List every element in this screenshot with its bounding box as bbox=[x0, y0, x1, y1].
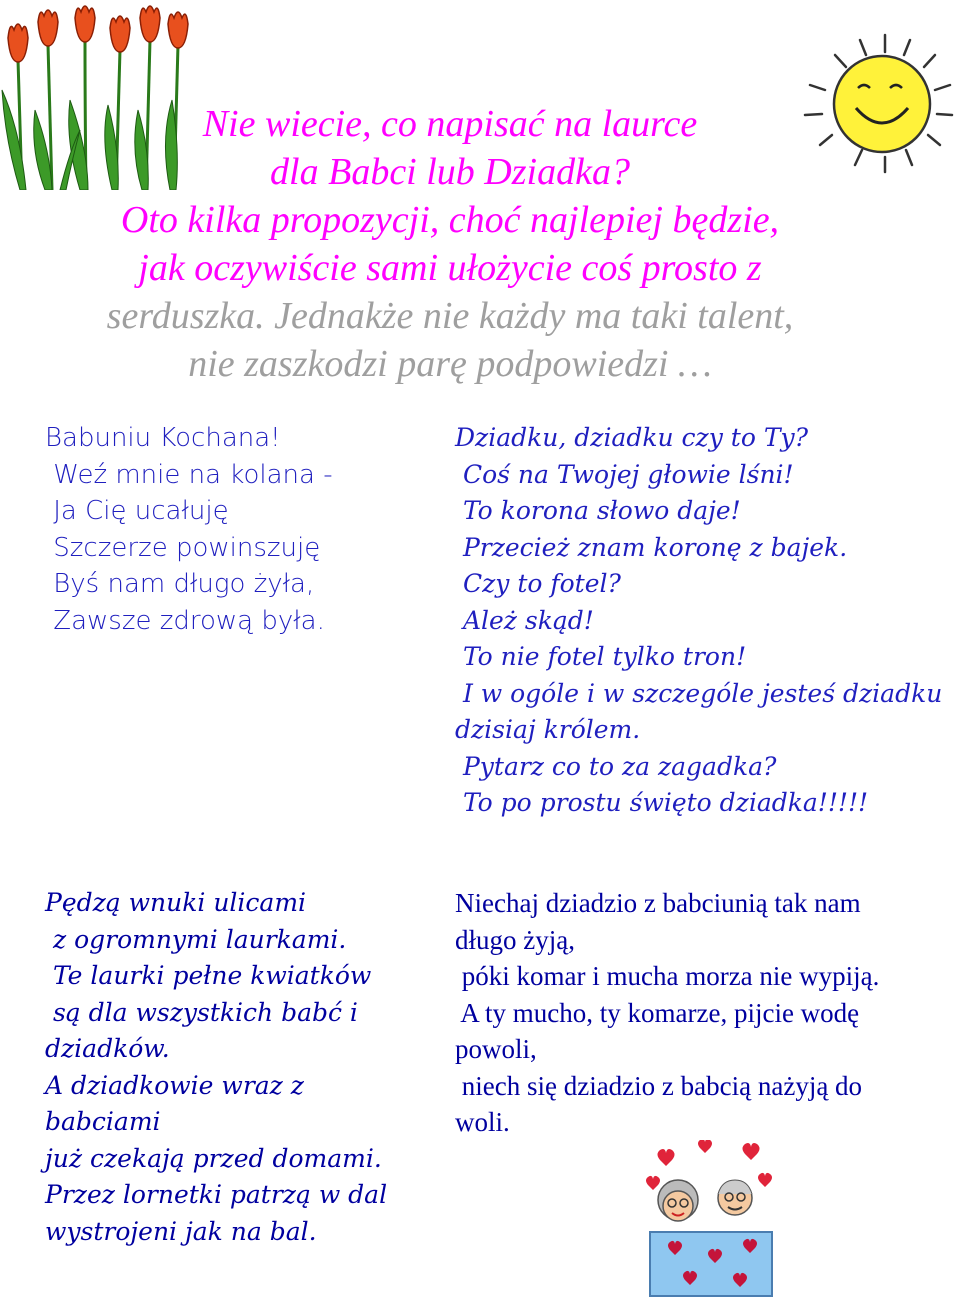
poem-line: wystrojeni jak na bal. bbox=[45, 1216, 317, 1246]
poem-line: Dziadku, dziadku czy to Ty? bbox=[455, 423, 809, 452]
poem-line: Ależ skąd! bbox=[455, 605, 594, 635]
poem-line: To nie fotel tylko tron! bbox=[455, 642, 747, 671]
grandparents-illustration bbox=[640, 1140, 780, 1300]
poem-line: już czekają przed domami. bbox=[45, 1143, 382, 1173]
poem-line: woli. bbox=[455, 1107, 510, 1137]
poem-dziadek bbox=[455, 420, 942, 822]
poem-line: Przecież znam koronę z bajek. bbox=[455, 532, 848, 562]
poem-babcia bbox=[45, 420, 333, 639]
poem-line: Byś nam długo żyła, bbox=[45, 569, 315, 599]
poem-line: dziadków. bbox=[45, 1034, 170, 1063]
intro-line-3: Oto kilka propozycji, choć najlepiej będzie, bbox=[120, 199, 780, 241]
poem-line: Coś na Twojej głowie lśni! bbox=[455, 459, 794, 489]
intro-heading bbox=[60, 100, 840, 388]
poem-line: długo żyją, bbox=[455, 924, 575, 955]
poem-line: powoli, bbox=[455, 1034, 537, 1064]
poem-line: z ogromnymi laurkami. bbox=[45, 924, 347, 954]
poem-line: są dla wszystkich babć i bbox=[45, 997, 358, 1027]
poem-line: niech się dziadzio z babcią nażyją do bbox=[455, 1070, 863, 1101]
poem-line: Ja Cię ucałuję bbox=[45, 496, 229, 526]
poem-komar bbox=[455, 885, 879, 1141]
poem-line: I w ogóle i w szczególe jesteś dziadku bbox=[455, 678, 943, 708]
poem-line: Weź mnie na kolana - bbox=[45, 459, 333, 490]
intro-line-6: nie zaszkodzi parę podpowiedzi … bbox=[188, 343, 712, 385]
poem-line: Szczerze powinszuję bbox=[45, 532, 321, 563]
poem-line: póki komar i mucha morza nie wypiją. bbox=[455, 961, 880, 991]
intro-line-5: serduszka. Jednakże nie każdy ma taki talent, bbox=[106, 295, 794, 337]
intro-line-2: dla Babci lub Dziadka? bbox=[270, 151, 630, 193]
poem-line: Pędzą wnuki ulicami bbox=[45, 888, 307, 917]
poem-line: To po prostu święto dziadka!!!!! bbox=[455, 788, 869, 817]
intro-line-4: jak oczywiście sami ułożycie coś prosto z bbox=[138, 247, 762, 289]
poem-line: A dziadkowie wraz z bbox=[45, 1070, 304, 1100]
poem-line: Przez lornetki patrzą w dal bbox=[45, 1180, 388, 1209]
poem-line: Te laurki pełne kwiatków bbox=[45, 961, 372, 990]
poem-line: Czy to fotel? bbox=[455, 569, 621, 598]
poem-line: To korona słowo daje! bbox=[455, 496, 741, 525]
poem-line: Niechaj dziadzio z babciunią tak nam bbox=[455, 888, 861, 918]
poem-wnuki bbox=[45, 885, 387, 1250]
poem-line: babciami bbox=[45, 1107, 161, 1136]
poem-line: Pytarz co to za zagadka? bbox=[455, 751, 777, 781]
poem-line: Zawsze zdrową była. bbox=[45, 605, 325, 636]
intro-line-1: Nie wiecie, co napisać na laurce bbox=[202, 103, 698, 145]
poem-line: dzisiaj królem. bbox=[455, 715, 641, 744]
poem-line: Babuniu Kochana! bbox=[45, 423, 281, 453]
poem-line: A ty mucho, ty komarze, pijcie wodę bbox=[455, 997, 860, 1028]
